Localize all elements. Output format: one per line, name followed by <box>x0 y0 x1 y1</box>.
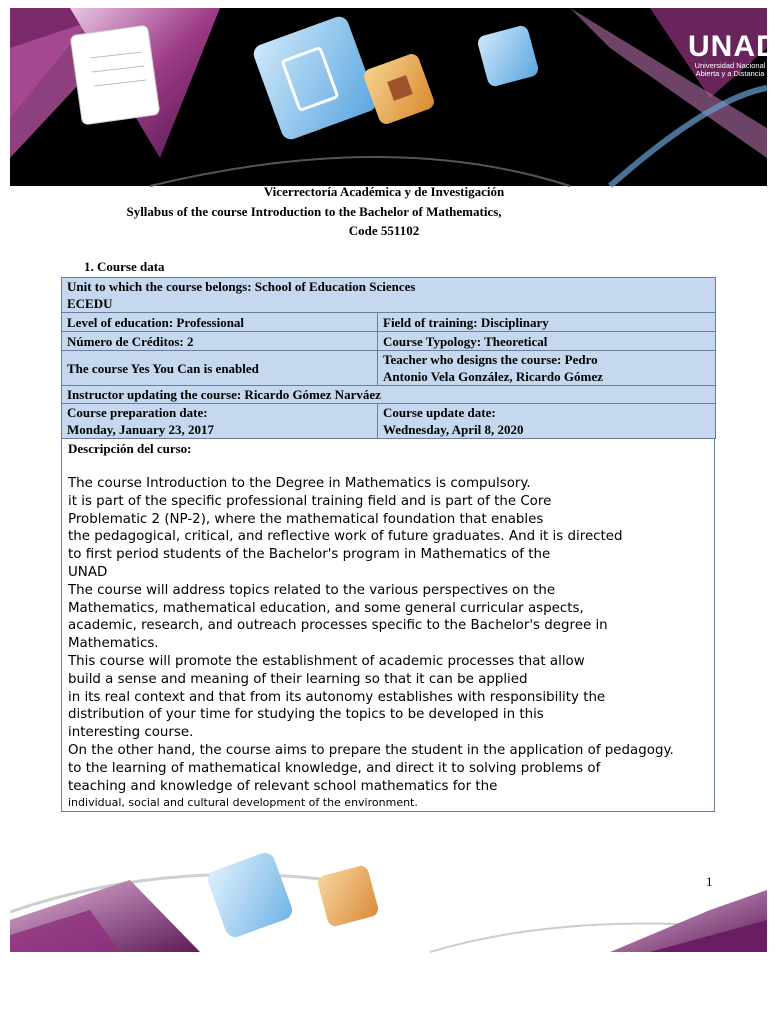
description-line: interesting course. <box>68 725 194 741</box>
description-heading: Descripción del curso: <box>68 441 192 456</box>
table-row <box>62 278 716 313</box>
description-line: to the learning of mathematical knowledge, and direct it to solving problems of <box>68 760 601 776</box>
description-body <box>62 457 714 810</box>
typology-cell: Course Typology: Theoretical <box>378 332 716 351</box>
description-line: teaching and knowledge of relevant school mathematics for the <box>68 778 498 794</box>
prep-date-cell <box>62 404 378 439</box>
logo-subtitle-1: Universidad Nacional <box>694 61 766 70</box>
unit-line-1: Unit to which the course belongs: School of Education Sciences <box>67 279 416 294</box>
description-line: to first period students of the Bachelor's program in Mathematics of the <box>68 547 551 563</box>
description-line: in its real context and that from its autonomy establishes with responsibility the <box>68 689 606 705</box>
description-line: The course Introduction to the Degree in Mathematics is compulsory. <box>68 476 531 491</box>
banner-decoration <box>10 8 767 186</box>
footer-decoration <box>10 800 767 952</box>
table-row <box>62 351 716 386</box>
description-line: Mathematics. <box>68 636 159 652</box>
course-code: Code 551102 <box>348 223 420 238</box>
table-row <box>62 386 716 404</box>
course-data-table <box>61 277 715 812</box>
description-line: academic, research, and outreach processes specific to the Bachelor's degree in <box>68 618 608 634</box>
description-line: distribution of your time for studying the topics to be developed in this <box>68 707 544 723</box>
page-number: 1 <box>706 874 713 889</box>
description-line: the pedagogical, critical, and reflective work of future graduates. And it is directed <box>68 529 623 545</box>
description-line: This course will promote the establishment of academic processes that allow <box>68 653 585 669</box>
designer-cell <box>378 351 716 386</box>
description-line: On the other hand, the course aims to prepare the student in the application of pedagogy. <box>68 742 674 758</box>
table-row <box>62 313 716 332</box>
header-banner <box>10 8 779 186</box>
designer-line-1: Teacher who designs the course: Pedro <box>383 352 598 367</box>
description-line: The course will address topics related to the various perspectives on the <box>68 582 556 598</box>
description-line: build a sense and meaning of their learning so that it can be applied <box>68 671 528 687</box>
logo-mark: UNAD <box>688 30 779 63</box>
logo-subtitle-2: Abierta y a Distancia <box>695 69 765 78</box>
designer-line-2: Antonio Vela González, Ricardo Gómez <box>383 369 603 384</box>
description-line: UNAD <box>68 564 108 580</box>
update-date-cell <box>378 404 716 439</box>
credits-cell: Número de Créditos: 2 <box>62 332 378 351</box>
syllabus-title: Syllabus of the course Introduction to the Bachelor of Mathematics, <box>126 204 502 219</box>
update-date-value: Wednesday, April 8, 2020 <box>383 422 524 437</box>
unit-cell <box>62 278 716 313</box>
table-row <box>62 332 716 351</box>
instructor-cell: Instructor updating the course: Ricardo Gómez Narváez <box>62 386 716 404</box>
prep-date-label: Course preparation date: <box>67 405 208 420</box>
description-line: Problematic 2 (NP-2), where the mathematical foundation that enables <box>68 511 544 527</box>
description-line: Mathematics, mathematical education, and some general curricular aspects, <box>68 600 584 616</box>
level-cell: Level of education: Professional <box>62 313 378 332</box>
course-description <box>61 439 715 812</box>
update-date-label: Course update date: <box>383 405 496 420</box>
clipboard-icon <box>251 14 379 142</box>
notepad-icon <box>70 25 160 125</box>
prep-date-value: Monday, January 23, 2017 <box>67 422 214 437</box>
description-line: it is part of the specific professional training field and is part of the Core <box>68 493 552 509</box>
field-cell: Field of training: Disciplinary <box>378 313 716 332</box>
section-title: 1. Course data <box>84 259 165 274</box>
yes-you-can-cell: The course Yes You Can is enabled <box>62 351 378 386</box>
unit-line-2: ECEDU <box>67 296 113 311</box>
vicerrectoria-title: Vicerrectoría Académica y de Investigación <box>263 184 505 199</box>
unad-logo <box>688 22 779 88</box>
table-row <box>62 404 716 439</box>
description-last-line: individual, social and cultural development of the environment. <box>68 796 418 810</box>
